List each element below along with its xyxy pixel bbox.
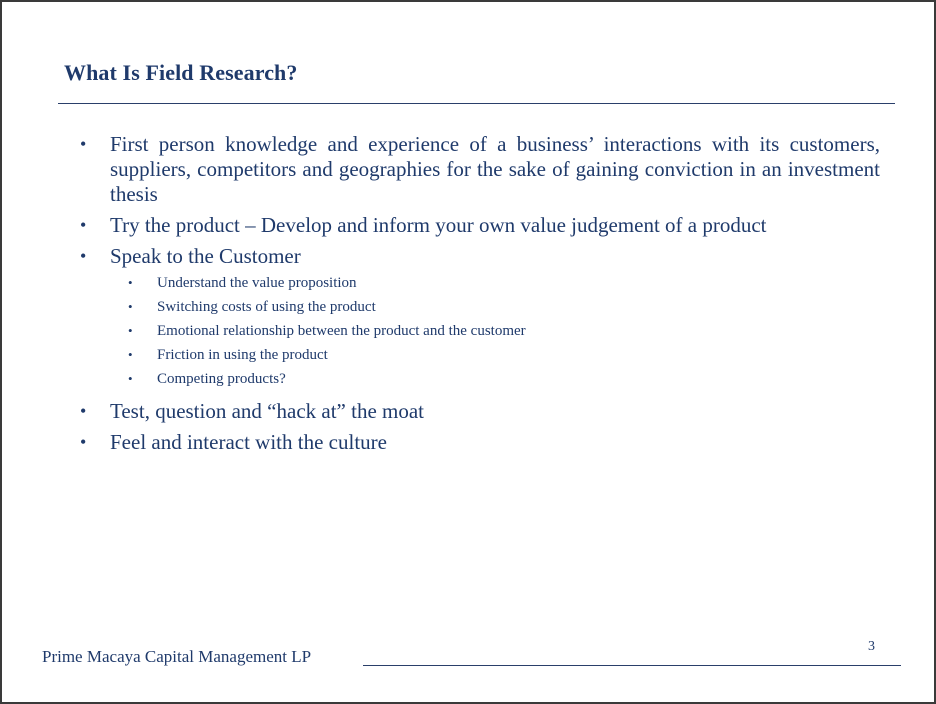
sub-bullet-item [128,319,880,343]
sub-bullet-dot: • [128,299,133,314]
bullet-item [80,430,880,455]
sub-bullet-text: Competing products? [157,371,286,387]
bullet-list [80,132,880,461]
bullet-item [80,399,880,424]
sub-bullet-text: Friction in using the product [157,347,328,363]
bullet-dot: • [80,401,87,421]
sub-bullet-dot: • [128,323,133,338]
bullet-text: Speak to the Customer [110,244,301,268]
sub-bullet-text: Emotional relationship between the product and the customer [157,323,526,339]
bullet-text: Test, question and “hack at” the moat [110,399,425,423]
sub-bullet-item [128,295,880,319]
bullet-dot: • [80,215,87,235]
footer-company-name: Prime Macaya Capital Management LP [42,647,312,666]
title-divider [58,103,895,104]
footer-divider [363,665,901,666]
sub-bullet-text: Understand the value proposition [157,275,357,291]
page-number: 3 [868,639,875,654]
bullet-item [80,132,880,207]
sub-bullet-dot: • [128,347,133,362]
sub-bullet-text: Switching costs of using the product [157,299,376,315]
bullet-dot: • [80,432,87,452]
bullet-item [80,244,880,269]
bullet-item [80,213,880,238]
bullet-text: Try the product – Develop and inform your own value judgement of a product [110,213,767,237]
bullet-text: Feel and interact with the culture [110,430,387,454]
bullet-text: First person knowledge and experience of a business’ interactions with its customers, suppliers, competitors and geographies for the sake of gaining conviction in an investment thesis [110,132,880,206]
bullet-dot: • [80,134,87,154]
bullet-dot: • [80,246,87,266]
sub-bullet-dot: • [128,275,133,290]
sub-bullet-item [128,271,880,295]
slide-title: What Is Field Research? [64,60,298,85]
sub-bullet-item [128,367,880,391]
sub-bullet-item [128,343,880,367]
sub-bullet-dot: • [128,371,133,386]
sub-bullet-list [80,271,880,391]
